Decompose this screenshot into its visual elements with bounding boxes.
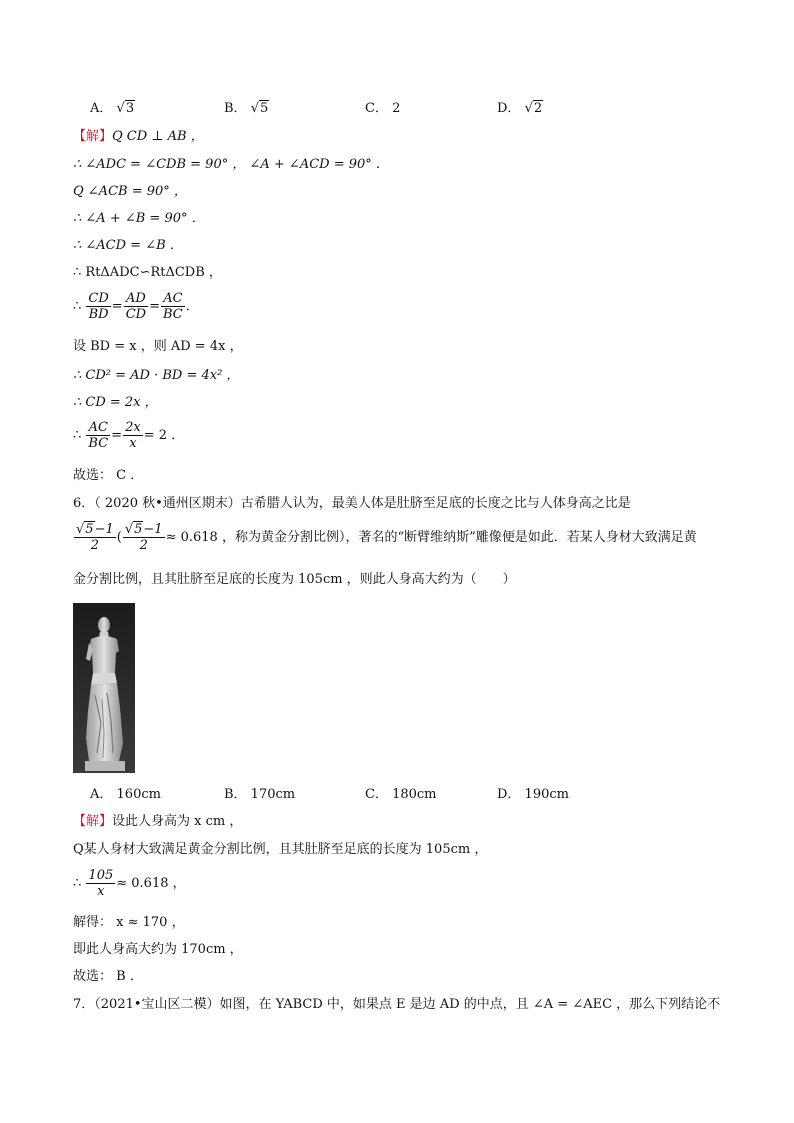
q5-solution-line-5: ∴ ∠ACD = ∠B ． bbox=[73, 238, 183, 253]
q5-solution-line-3: Q ∠ACB = 90° ， bbox=[73, 184, 187, 199]
q6-question-line-3: 金分割比例，且其肚脐至足底的长度为 105cm ，则此人身高大约为（ ） bbox=[73, 572, 516, 587]
q5-solution-line-9: ∴ CD² = AD · BD = 4x² ， bbox=[73, 368, 240, 383]
q6-solution-line-3: ∴ $\frac{105}{x}$ ≈ 0.618 ， bbox=[73, 868, 186, 899]
q5-option-c: C． 2 bbox=[365, 101, 401, 116]
q6-solution-line-5: 即此人身高大约为 170cm ， bbox=[73, 942, 243, 957]
venus-statue-image bbox=[73, 603, 135, 773]
q5-option-d: D． √2 bbox=[497, 101, 543, 116]
q6-question-line-1: 6．（ 2020 秋•通州区期末）古希腊人认为，最美人体是肚脐至足底的长度之比与人体身高之比是 bbox=[73, 496, 631, 511]
q6-solution-answer: 故选： B ． bbox=[73, 969, 143, 984]
q5-solution-line-10: ∴ CD = 2x ， bbox=[73, 395, 158, 410]
q6-option-d: D． 190cm bbox=[497, 787, 569, 802]
q5-solution-line-8: 设 BD = x ，则 AD = 4x ， bbox=[73, 339, 243, 354]
q5-solution-line-7: ∴ $\frac{CD}{BD}$ = $\frac{AD}{CD}$ = $\frac{AC}{BC}$ ． bbox=[73, 291, 199, 322]
q5-option-a: A． √3 bbox=[90, 101, 135, 116]
q5-option-b: B． √5 bbox=[224, 101, 269, 116]
q6-option-c: C． 180cm bbox=[365, 787, 437, 802]
q6-option-b: B． 170cm bbox=[224, 787, 296, 802]
q5-solution-line-6: ∴ RtΔADC∽RtΔCDB ， bbox=[73, 265, 222, 280]
q5-solution-line-2: ∴ ∠ADC = ∠CDB = 90° ， ∠A + ∠ACD = 90° ． bbox=[73, 157, 389, 172]
q6-option-a: A． 160cm bbox=[90, 787, 161, 802]
q6-solution-line-1: 【解】设此人身高为 x cm ， bbox=[73, 814, 243, 829]
q6-solution-line-4: 解得： x ≈ 170 ， bbox=[73, 915, 185, 930]
q5-solution-line-1: 【解】Q CD ⊥ AB ， bbox=[73, 129, 204, 144]
q7-question-line-1: 7．（2021•宝山区二模）如图，在 YABCD 中，如果点 E 是边 AD 的中点，且 ∠A = ∠AEC ，那么下列结论不 bbox=[73, 997, 721, 1012]
q6-solution-line-2: Q某人身材大致满足黄金分割比例，且其肚脐至足底的长度为 105cm ， bbox=[73, 842, 488, 857]
q5-solution-line-4: ∴ ∠A + ∠B = 90° ． bbox=[73, 211, 205, 226]
q5-solution-line-11: ∴ $\frac{AC}{BC}$ = $\frac{2x}{x}$ = 2 ． bbox=[73, 420, 185, 451]
q6-question-line-2: $\frac{√5-1}{2}$ ( $\frac{√5-1}{2}$ ≈ 0.618 ，称为黄金分割比例），著名的“断臂维纳斯”雕像便是如此．若某人身材大致满足黄 bbox=[76, 522, 697, 553]
q5-solution-answer: 故选： C ． bbox=[73, 468, 144, 483]
